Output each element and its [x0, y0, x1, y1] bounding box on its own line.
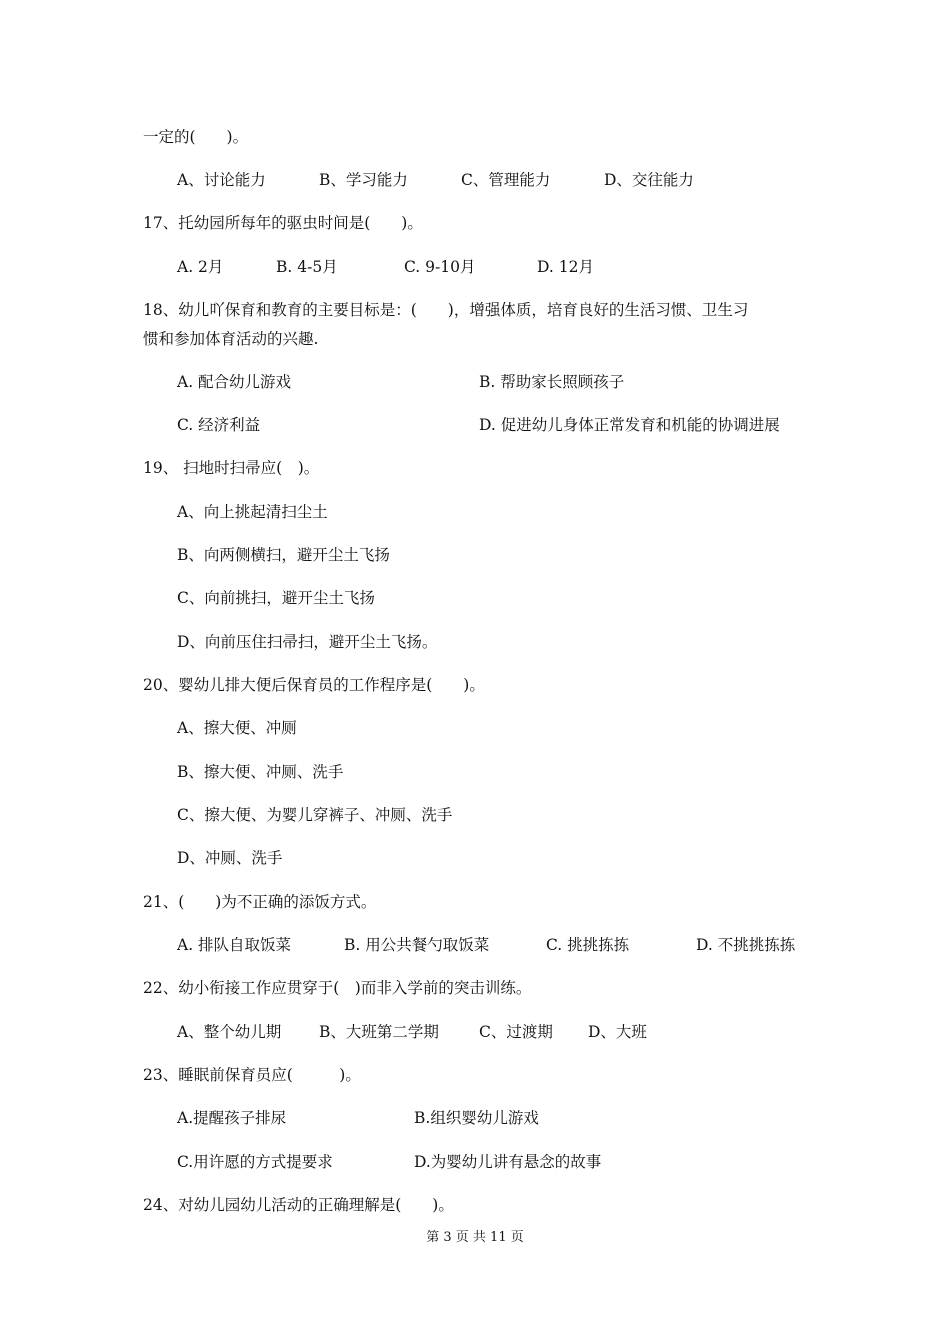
question-22: 22、幼小衔接工作应贯穿于( )而非入学前的突击训练。: [143, 979, 532, 997]
q21-option-c: C. 挑挑拣拣: [546, 936, 630, 954]
q18-option-d: D. 促进幼儿身体正常发育和机能的协调进展: [479, 416, 780, 434]
question-21: 21、( )为不正确的添饭方式。: [143, 893, 377, 911]
question-19: 19、 扫地时扫帚应( )。: [143, 459, 320, 477]
q18-option-c: C. 经济利益: [177, 416, 261, 434]
q23-option-b: B.组织婴幼儿游戏: [414, 1109, 539, 1127]
q18-option-a: A. 配合幼儿游戏: [177, 373, 292, 391]
q19-option-c: C、向前挑扫，避开尘土飞扬: [177, 589, 375, 607]
q16-option-a: A、讨论能力: [177, 171, 266, 189]
q22-option-d: D、大班: [588, 1023, 647, 1041]
q23-option-c: C.用许愿的方式提要求: [177, 1153, 333, 1171]
q23-option-d: D.为婴幼儿讲有悬念的故事: [414, 1153, 602, 1171]
q17-option-c: C. 9-10月: [404, 258, 476, 276]
q16-option-c: C、管理能力: [461, 171, 551, 189]
page-footer: 第 3 页 共 11 页: [426, 1230, 524, 1245]
question-24: 24、对幼儿园幼儿活动的正确理解是( )。: [143, 1196, 454, 1214]
q18-option-b: B. 帮助家长照顾孩子: [479, 373, 625, 391]
q17-option-d: D. 12月: [537, 258, 594, 276]
q22-option-a: A、整个幼儿期: [177, 1023, 282, 1041]
q21-option-b: B. 用公共餐勺取饭菜: [344, 936, 490, 954]
question-16-continuation: 一定的( )。: [143, 128, 249, 146]
q19-option-a: A、向上挑起清扫尘土: [177, 503, 328, 521]
q21-option-d: D. 不挑挑拣拣: [696, 936, 796, 954]
q19-option-b: B、向两侧横扫，避开尘土飞扬: [177, 546, 390, 564]
q23-option-a: A.提醒孩子排尿: [177, 1109, 287, 1127]
q16-option-d: D、交往能力: [604, 171, 694, 189]
q20-option-b: B、擦大便、冲厕、洗手: [177, 763, 344, 781]
q20-option-a: A、擦大便、冲厕: [177, 719, 297, 737]
question-20: 20、婴幼儿排大便后保育员的工作程序是( )。: [143, 676, 485, 694]
question-18-line-2: 惯和参加体育活动的兴趣.: [143, 330, 319, 348]
q21-option-a: A. 排队自取饭菜: [177, 936, 292, 954]
q22-option-c: C、过渡期: [479, 1023, 553, 1041]
q22-option-b: B、大班第二学期: [319, 1023, 439, 1041]
q20-option-c: C、擦大便、为婴儿穿裤子、冲厕、洗手: [177, 806, 453, 824]
q17-option-a: A. 2月: [177, 258, 224, 276]
question-18-line-1: 18、幼儿吖保育和教育的主要目标是：( )，增强体质，培育良好的生活习惯、卫生习: [143, 301, 749, 319]
question-23: 23、睡眠前保育员应( )。: [143, 1066, 361, 1084]
q20-option-d: D、冲厕、洗手: [177, 849, 283, 867]
question-17: 17、托幼园所每年的驱虫时间是( )。: [143, 214, 423, 232]
q19-option-d: D、向前压住扫帚扫，避开尘土飞扬。: [177, 633, 438, 651]
q17-option-b: B. 4-5月: [276, 258, 338, 276]
q16-option-b: B、学习能力: [319, 171, 408, 189]
